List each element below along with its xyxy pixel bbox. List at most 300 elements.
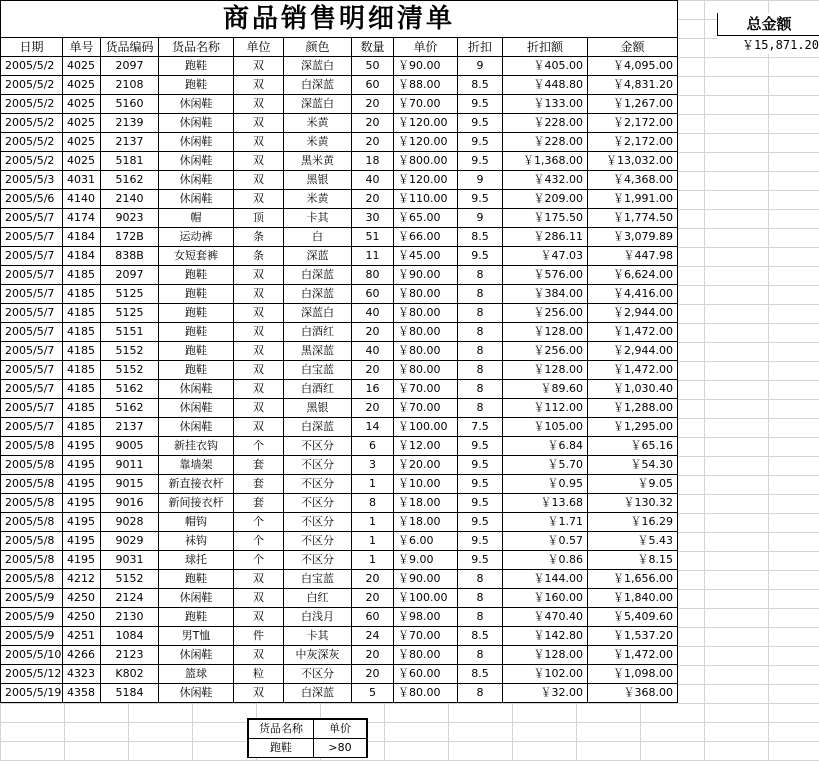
table-cell[interactable]: ￥286.11 [503,228,588,247]
table-cell[interactable]: 9.5 [458,475,503,494]
table-cell[interactable]: ￥1.71 [503,513,588,532]
table-cell[interactable]: 休闲鞋 [159,95,234,114]
table-cell[interactable]: 2139 [101,114,159,133]
table-cell[interactable]: 30 [352,209,394,228]
table-cell[interactable]: 2005/5/7 [1,266,63,285]
table-cell[interactable]: 2005/5/7 [1,247,63,266]
column-header[interactable]: 数量 [352,38,394,57]
column-header[interactable]: 单号 [63,38,101,57]
table-cell[interactable]: 40 [352,304,394,323]
table-cell[interactable]: ￥80.00 [394,361,458,380]
table-cell[interactable]: 不区分 [284,513,352,532]
table-cell[interactable]: ￥8.15 [588,551,678,570]
table-cell[interactable]: 5184 [101,684,159,703]
table-cell[interactable]: 4185 [63,304,101,323]
table-cell[interactable]: 跑鞋 [159,570,234,589]
table-cell[interactable]: 1 [352,475,394,494]
table-cell[interactable]: 不区分 [284,437,352,456]
table-cell[interactable]: 9028 [101,513,159,532]
table-cell[interactable]: 8.5 [458,76,503,95]
table-cell[interactable]: ￥1,030.40 [588,380,678,399]
table-cell[interactable]: ￥6.00 [394,532,458,551]
table-cell[interactable]: ￥32.00 [503,684,588,703]
table-cell[interactable]: 60 [352,76,394,95]
table-cell[interactable]: 50 [352,57,394,76]
column-header[interactable]: 日期 [1,38,63,57]
table-cell[interactable]: 4174 [63,209,101,228]
table-cell[interactable]: 8 [458,380,503,399]
table-cell[interactable]: 14 [352,418,394,437]
table-cell[interactable]: ￥105.00 [503,418,588,437]
table-cell[interactable]: 4185 [63,285,101,304]
table-cell[interactable]: 不区分 [284,532,352,551]
table-cell[interactable]: ￥256.00 [503,342,588,361]
table-cell[interactable]: 9.5 [458,133,503,152]
table-cell[interactable]: 4195 [63,532,101,551]
table-cell[interactable]: ￥1,537.20 [588,627,678,646]
table-cell[interactable]: 4185 [63,380,101,399]
table-cell[interactable]: 4251 [63,627,101,646]
table-cell[interactable]: 2005/5/8 [1,532,63,551]
table-cell[interactable]: 9.5 [458,494,503,513]
table-cell[interactable]: ￥6,624.00 [588,266,678,285]
table-cell[interactable]: 4025 [63,152,101,171]
table-cell[interactable]: 3 [352,456,394,475]
table-cell[interactable]: 白酒红 [284,323,352,342]
table-cell[interactable]: ￥66.00 [394,228,458,247]
table-cell[interactable]: 深蓝白 [284,57,352,76]
table-cell[interactable]: 不区分 [284,665,352,684]
table-cell[interactable]: 粒 [234,665,284,684]
column-header[interactable]: 货品名称 [159,38,234,57]
column-header[interactable]: 颜色 [284,38,352,57]
table-cell[interactable]: 9015 [101,475,159,494]
table-cell[interactable]: 20 [352,399,394,418]
table-cell[interactable]: 2124 [101,589,159,608]
table-cell[interactable]: ￥10.00 [394,475,458,494]
table-cell[interactable]: 2005/5/2 [1,95,63,114]
table-cell[interactable]: ￥1,295.00 [588,418,678,437]
table-cell[interactable]: ￥470.40 [503,608,588,627]
table-cell[interactable]: 白深蓝 [284,266,352,285]
table-cell[interactable]: 双 [234,361,284,380]
table-cell[interactable]: 4184 [63,247,101,266]
table-cell[interactable]: 5125 [101,304,159,323]
table-cell[interactable]: 20 [352,570,394,589]
table-cell[interactable]: ￥13,032.00 [588,152,678,171]
table-cell[interactable]: 不区分 [284,551,352,570]
table-cell[interactable]: 8 [458,399,503,418]
table-cell[interactable]: 跑鞋 [159,76,234,95]
table-cell[interactable]: 40 [352,171,394,190]
table-cell[interactable]: ￥110.00 [394,190,458,209]
table-cell[interactable]: 4025 [63,95,101,114]
table-cell[interactable]: 2005/5/8 [1,551,63,570]
table-cell[interactable]: 2130 [101,608,159,627]
table-cell[interactable]: 9029 [101,532,159,551]
table-cell[interactable]: ￥1,288.00 [588,399,678,418]
table-cell[interactable]: 套 [234,475,284,494]
table-cell[interactable]: ￥0.57 [503,532,588,551]
table-cell[interactable]: 9.5 [458,190,503,209]
table-cell[interactable]: 2005/5/2 [1,114,63,133]
table-cell[interactable]: 不区分 [284,475,352,494]
table-cell[interactable]: 双 [234,171,284,190]
table-cell[interactable]: 条 [234,247,284,266]
table-cell[interactable]: 球托 [159,551,234,570]
table-cell[interactable]: 个 [234,551,284,570]
table-cell[interactable]: ￥4,831.20 [588,76,678,95]
table-cell[interactable]: ￥60.00 [394,665,458,684]
table-cell[interactable]: 双 [234,323,284,342]
table-cell[interactable]: 休闲鞋 [159,380,234,399]
table-cell[interactable]: 白宝蓝 [284,361,352,380]
table-cell[interactable]: 深蓝 [284,247,352,266]
table-cell[interactable]: 80 [352,266,394,285]
table-cell[interactable]: ￥65.00 [394,209,458,228]
table-cell[interactable]: 9 [458,209,503,228]
table-cell[interactable]: ￥18.00 [394,513,458,532]
table-cell[interactable]: 双 [234,133,284,152]
table-cell[interactable]: ￥432.00 [503,171,588,190]
table-cell[interactable]: 2005/5/7 [1,209,63,228]
table-cell[interactable]: 2005/5/10 [1,646,63,665]
table-cell[interactable]: 11 [352,247,394,266]
table-cell[interactable]: ￥100.00 [394,589,458,608]
table-cell[interactable]: 女短套裤 [159,247,234,266]
criteria-header-cell[interactable]: 单价 [314,719,368,739]
table-cell[interactable]: 4025 [63,114,101,133]
table-cell[interactable]: 4212 [63,570,101,589]
table-cell[interactable]: 2005/5/7 [1,228,63,247]
table-cell[interactable]: 51 [352,228,394,247]
table-cell[interactable]: 5162 [101,399,159,418]
table-cell[interactable]: 9.5 [458,95,503,114]
table-cell[interactable]: 4250 [63,608,101,627]
table-cell[interactable]: 双 [234,399,284,418]
table-cell[interactable]: 双 [234,684,284,703]
table-cell[interactable]: 5152 [101,361,159,380]
column-header[interactable]: 货品编码 [101,38,159,57]
table-cell[interactable]: 2005/5/2 [1,76,63,95]
table-cell[interactable]: 休闲鞋 [159,171,234,190]
table-cell[interactable]: 双 [234,266,284,285]
table-cell[interactable]: 休闲鞋 [159,399,234,418]
table-cell[interactable]: 4140 [63,190,101,209]
table-cell[interactable]: 2005/5/8 [1,513,63,532]
table-cell[interactable]: 60 [352,608,394,627]
table-cell[interactable]: ￥13.68 [503,494,588,513]
table-cell[interactable]: 4195 [63,513,101,532]
table-cell[interactable]: 4358 [63,684,101,703]
table-cell[interactable]: 20 [352,323,394,342]
table-cell[interactable]: 4184 [63,228,101,247]
table-cell[interactable]: ￥80.00 [394,684,458,703]
table-cell[interactable]: 9.5 [458,551,503,570]
table-cell[interactable]: 米黄 [284,190,352,209]
table-cell[interactable]: 条 [234,228,284,247]
table-cell[interactable]: 卡其 [284,209,352,228]
table-cell[interactable]: 休闲鞋 [159,646,234,665]
table-cell[interactable]: 20 [352,646,394,665]
table-cell[interactable]: 双 [234,152,284,171]
table-cell[interactable]: 9.5 [458,247,503,266]
table-cell[interactable]: ￥120.00 [394,171,458,190]
table-cell[interactable]: 9.5 [458,114,503,133]
table-cell[interactable]: 跑鞋 [159,608,234,627]
table-cell[interactable]: 2108 [101,76,159,95]
table-cell[interactable]: 男T恤 [159,627,234,646]
table-cell[interactable]: 靠墙架 [159,456,234,475]
table-cell[interactable]: 休闲鞋 [159,684,234,703]
table-cell[interactable]: 2005/5/8 [1,437,63,456]
table-cell[interactable]: ￥80.00 [394,285,458,304]
table-cell[interactable]: 4185 [63,418,101,437]
table-cell[interactable]: 休闲鞋 [159,152,234,171]
column-header[interactable]: 单价 [394,38,458,57]
table-cell[interactable]: 8 [458,266,503,285]
table-cell[interactable]: 黑米黄 [284,152,352,171]
table-cell[interactable]: 2005/5/7 [1,323,63,342]
table-cell[interactable]: ￥368.00 [588,684,678,703]
table-cell[interactable]: 8 [458,304,503,323]
table-cell[interactable]: 9.5 [458,513,503,532]
table-cell[interactable]: 跑鞋 [159,266,234,285]
table-cell[interactable]: 篮球 [159,665,234,684]
table-cell[interactable]: 2005/5/19 [1,684,63,703]
column-header[interactable]: 折扣额 [503,38,588,57]
table-cell[interactable]: ￥70.00 [394,399,458,418]
table-cell[interactable]: 4266 [63,646,101,665]
table-cell[interactable]: 2005/5/8 [1,570,63,589]
table-cell[interactable]: 5125 [101,285,159,304]
table-cell[interactable]: 2123 [101,646,159,665]
table-cell[interactable]: ￥90.00 [394,266,458,285]
table-cell[interactable]: ￥90.00 [394,57,458,76]
table-cell[interactable]: ￥20.00 [394,456,458,475]
table-cell[interactable]: 4195 [63,551,101,570]
table-cell[interactable]: 8 [458,646,503,665]
table-cell[interactable]: 米黄 [284,114,352,133]
table-cell[interactable]: ￥447.98 [588,247,678,266]
table-cell[interactable]: ￥228.00 [503,133,588,152]
table-cell[interactable]: ￥16.29 [588,513,678,532]
table-cell[interactable]: 黑深蓝 [284,342,352,361]
table-cell[interactable]: ￥1,991.00 [588,190,678,209]
table-cell[interactable]: ￥128.00 [503,646,588,665]
table-cell[interactable]: ￥80.00 [394,323,458,342]
table-cell[interactable]: 4025 [63,76,101,95]
table-cell[interactable]: 休闲鞋 [159,133,234,152]
table-cell[interactable]: ￥70.00 [394,95,458,114]
table-cell[interactable]: 深蓝白 [284,95,352,114]
table-cell[interactable]: 2005/5/7 [1,285,63,304]
table-cell[interactable]: ￥4,416.00 [588,285,678,304]
table-cell[interactable]: 9.5 [458,532,503,551]
table-cell[interactable]: 2140 [101,190,159,209]
table-cell[interactable]: 9005 [101,437,159,456]
criteria-header-cell[interactable]: 货品名称 [248,719,314,739]
table-cell[interactable]: 个 [234,513,284,532]
table-cell[interactable]: 1084 [101,627,159,646]
table-cell[interactable]: ￥256.00 [503,304,588,323]
table-cell[interactable]: 20 [352,133,394,152]
table-cell[interactable]: 顶 [234,209,284,228]
table-cell[interactable]: 8 [458,570,503,589]
table-cell[interactable]: 4025 [63,133,101,152]
table-cell[interactable]: 白深蓝 [284,418,352,437]
sheet-title[interactable]: 商品销售明细清单 [1,1,678,38]
table-cell[interactable]: 2005/5/7 [1,304,63,323]
table-cell[interactable]: 2005/5/8 [1,456,63,475]
table-cell[interactable]: 4025 [63,57,101,76]
table-cell[interactable]: 2005/5/8 [1,475,63,494]
table-cell[interactable]: 2005/5/9 [1,608,63,627]
table-cell[interactable]: ￥405.00 [503,57,588,76]
table-cell[interactable]: 9016 [101,494,159,513]
table-cell[interactable]: 20 [352,589,394,608]
table-cell[interactable]: 2005/5/6 [1,190,63,209]
table-cell[interactable]: 双 [234,95,284,114]
table-cell[interactable]: 4195 [63,475,101,494]
table-cell[interactable]: 5151 [101,323,159,342]
table-cell[interactable]: ￥70.00 [394,380,458,399]
table-cell[interactable]: 双 [234,608,284,627]
table-cell[interactable]: 8 [458,361,503,380]
table-cell[interactable]: ￥1,656.00 [588,570,678,589]
table-cell[interactable]: ￥144.00 [503,570,588,589]
table-cell[interactable]: 黑银 [284,399,352,418]
table-cell[interactable]: ￥130.32 [588,494,678,513]
table-cell[interactable]: 5160 [101,95,159,114]
table-cell[interactable]: 休闲鞋 [159,589,234,608]
table-cell[interactable]: 4185 [63,399,101,418]
table-cell[interactable]: ￥6.84 [503,437,588,456]
table-cell[interactable]: ￥209.00 [503,190,588,209]
table-cell[interactable]: ￥0.86 [503,551,588,570]
table-cell[interactable]: 双 [234,570,284,589]
table-cell[interactable]: 8 [352,494,394,513]
table-cell[interactable]: ￥5.70 [503,456,588,475]
table-cell[interactable]: 2005/5/9 [1,627,63,646]
table-cell[interactable]: 8.5 [458,627,503,646]
table-cell[interactable]: 2005/5/7 [1,342,63,361]
table-cell[interactable]: 个 [234,437,284,456]
table-cell[interactable]: 9.5 [458,437,503,456]
table-cell[interactable]: 双 [234,190,284,209]
table-cell[interactable]: 白酒红 [284,380,352,399]
table-cell[interactable]: 跑鞋 [159,342,234,361]
table-cell[interactable]: 5 [352,684,394,703]
table-cell[interactable]: ￥2,172.00 [588,133,678,152]
table-cell[interactable]: 5152 [101,570,159,589]
table-cell[interactable]: 深蓝白 [284,304,352,323]
table-cell[interactable]: 40 [352,342,394,361]
table-cell[interactable]: 2097 [101,266,159,285]
table-cell[interactable]: 4250 [63,589,101,608]
table-cell[interactable]: 9.5 [458,152,503,171]
table-cell[interactable]: 5152 [101,342,159,361]
table-cell[interactable]: 4185 [63,323,101,342]
table-cell[interactable]: 2005/5/2 [1,152,63,171]
table-cell[interactable]: 米黄 [284,133,352,152]
table-cell[interactable]: 跑鞋 [159,285,234,304]
table-cell[interactable]: 2005/5/7 [1,399,63,418]
table-cell[interactable]: 双 [234,646,284,665]
column-header[interactable]: 金额 [588,38,678,57]
table-cell[interactable]: ￥89.60 [503,380,588,399]
table-cell[interactable]: 双 [234,57,284,76]
table-cell[interactable]: 8 [458,342,503,361]
table-cell[interactable]: ￥160.00 [503,589,588,608]
table-cell[interactable]: 4031 [63,171,101,190]
table-cell[interactable]: 5181 [101,152,159,171]
table-cell[interactable]: 60 [352,285,394,304]
table-cell[interactable]: 20 [352,361,394,380]
table-cell[interactable]: 5162 [101,380,159,399]
table-cell[interactable]: ￥120.00 [394,133,458,152]
table-cell[interactable]: 8.5 [458,665,503,684]
table-cell[interactable]: 白 [284,228,352,247]
table-cell[interactable]: 白深蓝 [284,285,352,304]
table-cell[interactable]: 4195 [63,437,101,456]
table-cell[interactable]: ￥54.30 [588,456,678,475]
table-cell[interactable]: ￥80.00 [394,342,458,361]
table-cell[interactable]: 2005/5/8 [1,494,63,513]
table-cell[interactable]: 4323 [63,665,101,684]
table-cell[interactable]: 9 [458,171,503,190]
table-cell[interactable]: 1 [352,513,394,532]
table-cell[interactable]: 9 [458,57,503,76]
table-cell[interactable]: 白深蓝 [284,76,352,95]
table-cell[interactable]: 白红 [284,589,352,608]
total-amount-value[interactable]: ￥15,871.20 [717,36,819,54]
table-cell[interactable]: 18 [352,152,394,171]
table-cell[interactable]: 5162 [101,171,159,190]
table-cell[interactable]: 中灰深灰 [284,646,352,665]
table-cell[interactable]: 2005/5/12 [1,665,63,684]
table-cell[interactable]: ￥1,472.00 [588,323,678,342]
table-cell[interactable]: ￥384.00 [503,285,588,304]
table-cell[interactable]: 2097 [101,57,159,76]
table-cell[interactable]: 1 [352,532,394,551]
table-cell[interactable]: ￥133.00 [503,95,588,114]
table-cell[interactable]: ￥80.00 [394,304,458,323]
table-cell[interactable]: 双 [234,304,284,323]
table-cell[interactable]: 袜钩 [159,532,234,551]
table-cell[interactable]: 跑鞋 [159,361,234,380]
table-cell[interactable]: ￥1,267.00 [588,95,678,114]
table-cell[interactable]: 卡其 [284,627,352,646]
table-cell[interactable]: ￥1,098.00 [588,665,678,684]
table-cell[interactable]: ￥448.80 [503,76,588,95]
table-cell[interactable]: 白深蓝 [284,684,352,703]
table-cell[interactable]: 838B [101,247,159,266]
table-cell[interactable]: ￥4,095.00 [588,57,678,76]
table-cell[interactable]: 8 [458,589,503,608]
table-cell[interactable]: 新直接衣杆 [159,475,234,494]
table-cell[interactable]: 20 [352,114,394,133]
table-cell[interactable]: 9.5 [458,456,503,475]
table-cell[interactable]: 16 [352,380,394,399]
table-cell[interactable]: 套 [234,494,284,513]
table-cell[interactable]: ￥9.05 [588,475,678,494]
table-cell[interactable]: ￥2,944.00 [588,342,678,361]
table-cell[interactable]: 2005/5/2 [1,57,63,76]
table-cell[interactable]: 4185 [63,266,101,285]
table-cell[interactable]: 黑银 [284,171,352,190]
table-cell[interactable]: 帽 [159,209,234,228]
